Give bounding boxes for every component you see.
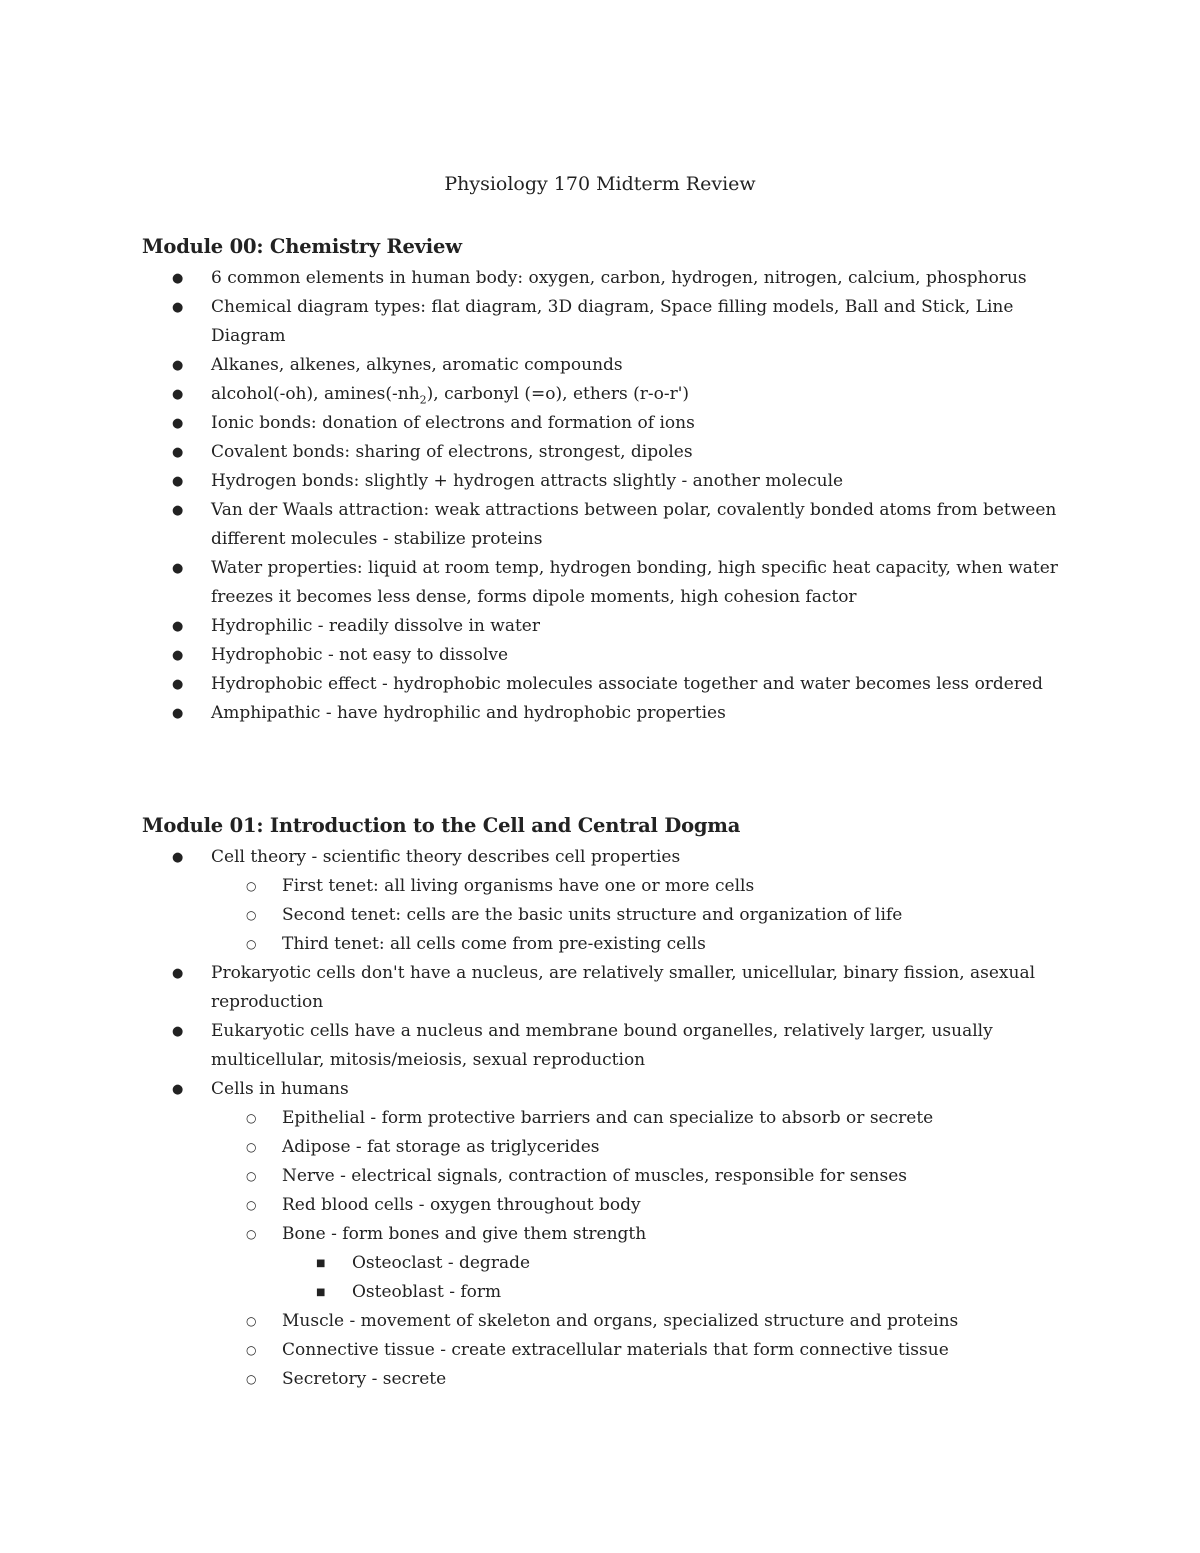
- list-item-text: Eukaryotic cells have a nucleus and membrane bound organelles, relatively larger, usually multicellular, mitosis/meiosis, sexual reproduction: [211, 1021, 993, 1070]
- list-item-text: Alkanes, alkenes, alkynes, aromatic compounds: [211, 355, 623, 375]
- hollow-bullet-icon: ○: [246, 1343, 257, 1357]
- list-item-text: Muscle - movement of skeleton and organs, specialized structure and proteins: [282, 1311, 959, 1331]
- bullet-icon: ●: [172, 561, 184, 576]
- bullet-icon: ●: [172, 706, 184, 721]
- list-item: [142, 1104, 1062, 1133]
- bullet-icon: ●: [172, 1024, 184, 1039]
- list-item: [142, 930, 1062, 959]
- list-item-text: Adipose - fat storage as triglycerides: [282, 1137, 600, 1157]
- list-item-text: Epithelial - form protective barriers and can specialize to absorb or secrete: [282, 1108, 934, 1128]
- list-item-text: Amphipathic - have hydrophilic and hydrophobic properties: [211, 703, 726, 723]
- list-item: [142, 1075, 1062, 1104]
- list-item: [142, 1278, 1062, 1307]
- section-heading: Module 01: Introduction to the Cell and Central Dogma: [142, 814, 741, 837]
- list-item-text: Prokaryotic cells don't have a nucleus, are relatively smaller, unicellular, binary fission, asexual reproduction: [211, 963, 1036, 1012]
- bullet-icon: ●: [172, 358, 184, 373]
- list-item: [142, 438, 1062, 467]
- bullet-list: [142, 843, 1062, 1394]
- bullet-icon: ●: [172, 648, 184, 663]
- hollow-bullet-icon: ○: [246, 937, 257, 951]
- list-item: [142, 409, 1062, 438]
- list-item: [142, 380, 1062, 409]
- hollow-bullet-icon: ○: [246, 1372, 257, 1386]
- list-item: [142, 1365, 1062, 1394]
- list-item-text: [211, 384, 690, 407]
- list-item: [142, 670, 1062, 699]
- list-item: [142, 1307, 1062, 1336]
- list-item-text: Second tenet: cells are the basic units structure and organization of life: [282, 905, 903, 925]
- hollow-bullet-icon: ○: [246, 1227, 257, 1241]
- list-item-text: Osteoblast - form: [352, 1282, 502, 1302]
- list-item-text: Red blood cells - oxygen throughout body: [282, 1195, 641, 1215]
- bullet-icon: ●: [172, 966, 184, 981]
- list-item-text: Cells in humans: [211, 1079, 349, 1099]
- list-item: [142, 1017, 1062, 1075]
- list-item: [142, 1191, 1062, 1220]
- list-item-text: Cell theory - scientific theory describes cell properties: [211, 847, 681, 867]
- list-item: [142, 1220, 1062, 1249]
- section-module-00: [142, 233, 1062, 728]
- list-item: [142, 699, 1062, 728]
- section-heading: Module 00: Chemistry Review: [142, 235, 462, 258]
- hollow-bullet-icon: ○: [246, 908, 257, 922]
- bullet-icon: ●: [172, 850, 184, 865]
- list-item: [142, 1133, 1062, 1162]
- bullet-icon: ●: [172, 677, 184, 692]
- list-item: [142, 264, 1062, 293]
- list-item: [142, 641, 1062, 670]
- bullet-icon: ●: [172, 387, 184, 402]
- list-item: [142, 496, 1062, 554]
- list-item-text: Nerve - electrical signals, contraction of muscles, responsible for senses: [282, 1166, 908, 1186]
- bullet-list: [142, 264, 1062, 728]
- list-item: [142, 467, 1062, 496]
- bullet-icon: ●: [172, 416, 184, 431]
- list-item: [142, 872, 1062, 901]
- list-item: [142, 843, 1062, 872]
- section-module-01: [142, 812, 1062, 1394]
- list-item-text: Water properties: liquid at room temp, hydrogen bonding, high specific heat capacity, when water freezes it becomes less dense, forms dipole moments, high cohesion factor: [211, 558, 1058, 607]
- hollow-bullet-icon: ○: [246, 1198, 257, 1212]
- list-item-text: Bone - form bones and give them strength: [282, 1224, 647, 1244]
- list-item: [142, 293, 1062, 351]
- hollow-bullet-icon: ○: [246, 1140, 257, 1154]
- list-item: [142, 959, 1062, 1017]
- square-bullet-icon: ■: [316, 1287, 326, 1298]
- list-item: [142, 554, 1062, 612]
- list-item: [142, 1249, 1062, 1278]
- list-item-text: Covalent bonds: sharing of electrons, strongest, dipoles: [211, 442, 693, 462]
- list-item-text: Chemical diagram types: flat diagram, 3D diagram, Space filling models, Ball and Stick, Line Diagram: [211, 297, 1014, 346]
- bullet-icon: ●: [172, 619, 184, 634]
- list-item-text: First tenet: all living organisms have one or more cells: [282, 876, 755, 896]
- list-item: [142, 351, 1062, 380]
- list-item: [142, 1162, 1062, 1191]
- list-item-text: Third tenet: all cells come from pre-existing cells: [282, 934, 706, 954]
- subscript: 2: [419, 393, 427, 407]
- square-bullet-icon: ■: [316, 1258, 326, 1269]
- list-item-text: Hydrophobic effect - hydrophobic molecules associate together and water becomes less ordered: [211, 674, 1043, 694]
- list-item-text: Secretory - secrete: [282, 1369, 447, 1389]
- bullet-icon: ●: [172, 1082, 184, 1097]
- list-item-text: Van der Waals attraction: weak attractions between polar, covalently bonded atoms from between different molecules - stabilize proteins: [211, 500, 1057, 549]
- hollow-bullet-icon: ○: [246, 1314, 257, 1328]
- document-title: Physiology 170 Midterm Review: [444, 173, 756, 195]
- list-item: [142, 612, 1062, 641]
- bullet-icon: ●: [172, 503, 184, 518]
- hollow-bullet-icon: ○: [246, 879, 257, 893]
- list-item: [142, 901, 1062, 930]
- list-item-text: Hydrogen bonds: slightly + hydrogen attracts slightly - another molecule: [211, 471, 844, 491]
- formula-text: alcohol(-oh), amines(-nh: [211, 384, 420, 404]
- bullet-icon: ●: [172, 474, 184, 489]
- bullet-icon: ●: [172, 300, 184, 315]
- list-item-text: Ionic bonds: donation of electrons and formation of ions: [211, 413, 695, 433]
- list-item-text: Hydrophobic - not easy to dissolve: [211, 645, 509, 665]
- hollow-bullet-icon: ○: [246, 1169, 257, 1183]
- bullet-icon: ●: [172, 271, 184, 286]
- list-item: [142, 1336, 1062, 1365]
- bullet-icon: ●: [172, 445, 184, 460]
- list-item-text: Hydrophilic - readily dissolve in water: [211, 616, 540, 636]
- list-item-text: Osteoclast - degrade: [352, 1253, 531, 1273]
- list-item-text: Connective tissue - create extracellular materials that form connective tissue: [282, 1340, 949, 1360]
- hollow-bullet-icon: ○: [246, 1111, 257, 1125]
- formula-text: ), carbonyl (=o), ethers (r-o-r'): [426, 384, 690, 404]
- list-item-text: 6 common elements in human body: oxygen, carbon, hydrogen, nitrogen, calcium, phosphorus: [211, 268, 1027, 288]
